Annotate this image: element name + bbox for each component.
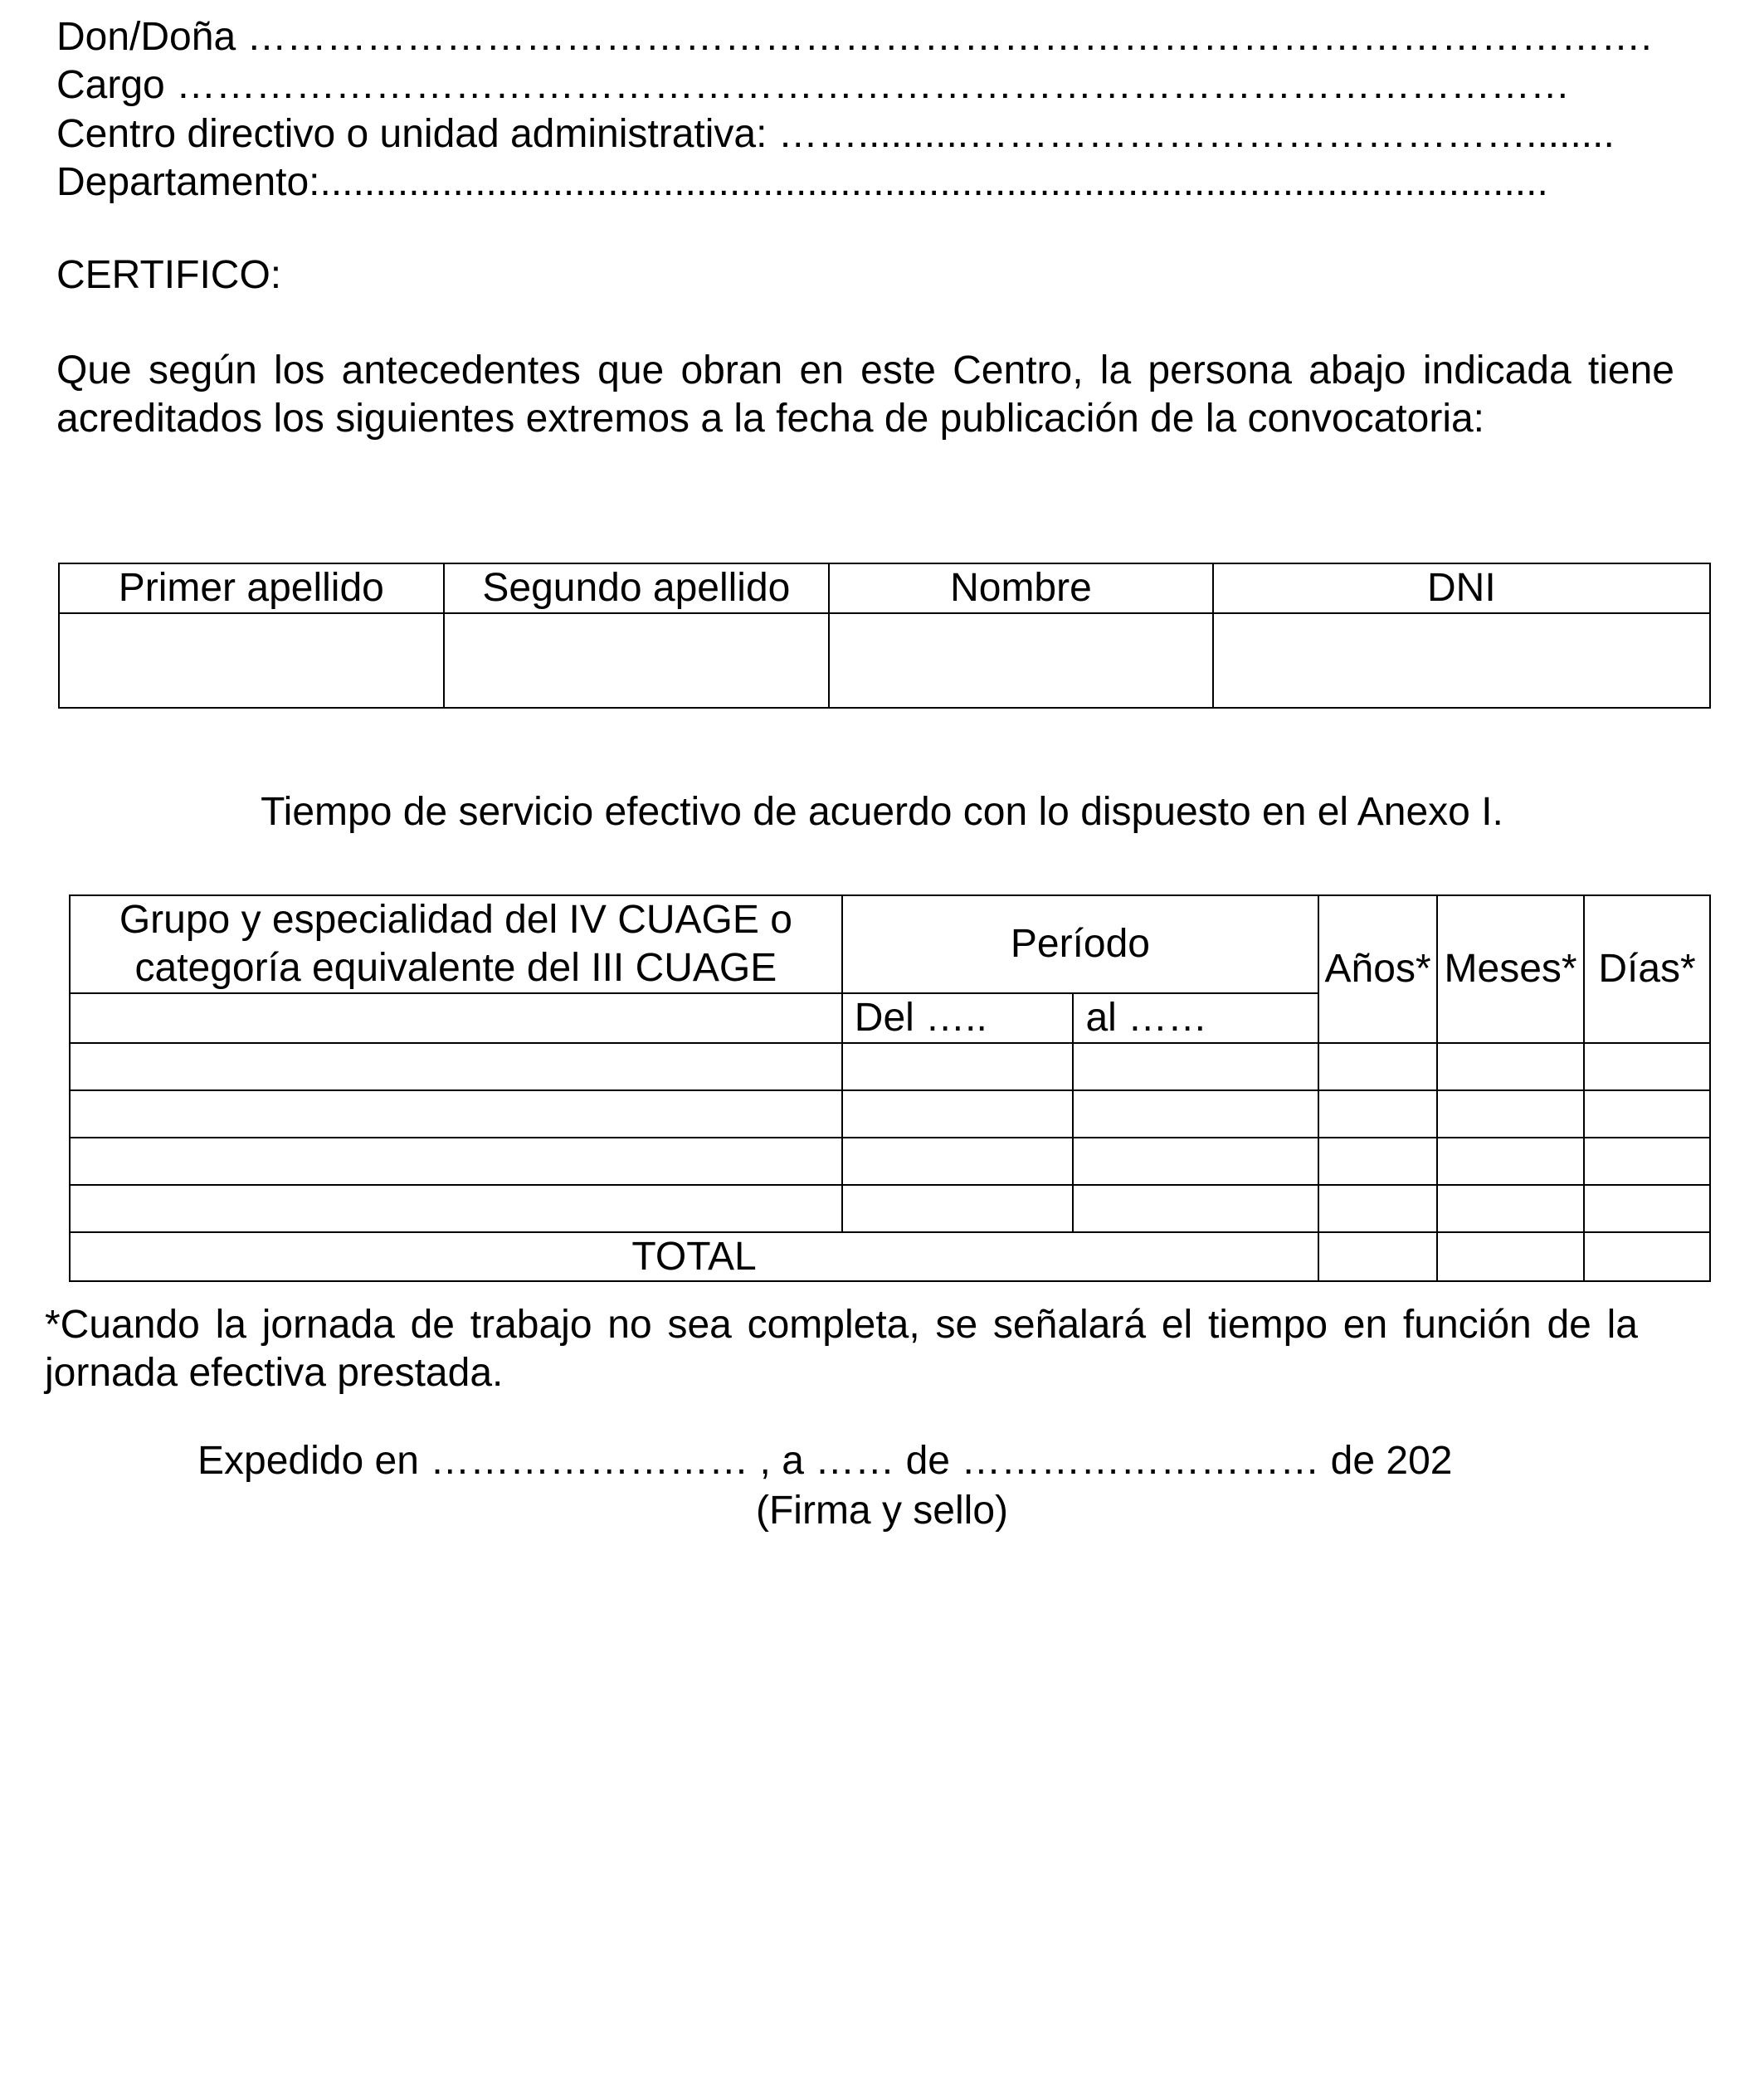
del-cell[interactable] <box>842 1043 1074 1090</box>
header-nombre: Nombre <box>829 563 1213 613</box>
al-cell[interactable] <box>1073 1043 1318 1090</box>
firma-y-sello: (Firma y sello) <box>755 1489 1008 1533</box>
anos-cell[interactable] <box>1318 1185 1437 1232</box>
expedido-line: Expedido en …………………… , a …… de ……………………… de 202 <box>197 1439 1453 1483</box>
dias-cell[interactable] <box>1584 1185 1710 1232</box>
al-label: al …… <box>1073 993 1318 1043</box>
person-table <box>58 563 1711 709</box>
primer-apellido-cell[interactable] <box>59 613 444 708</box>
al-cell[interactable] <box>1073 1090 1318 1138</box>
header-segundo-apellido: Segundo apellido <box>444 563 830 613</box>
total-meses-cell[interactable] <box>1437 1232 1584 1282</box>
table-row <box>70 1185 1710 1232</box>
service-header-row <box>70 895 1710 993</box>
certifico-heading: CERTIFICO: <box>56 253 282 297</box>
total-anos-cell[interactable] <box>1318 1232 1437 1282</box>
anos-header: Años* <box>1318 895 1437 1043</box>
al-cell[interactable] <box>1073 1138 1318 1185</box>
grupo-cell[interactable] <box>70 1043 842 1090</box>
certification-paragraph: Que según los antecedentes que obran en este Centro, la persona abajo indicada tiene acreditados los siguientes extremos a la fecha de publicación de la convocatoria: <box>56 349 1674 441</box>
tiempo-servicio-title: Tiempo de servicio efectivo de acuerdo con lo dispuesto en el Anexo I. <box>261 790 1503 834</box>
total-label: TOTAL <box>70 1232 1318 1282</box>
dni-cell[interactable] <box>1213 613 1710 708</box>
person-table-row <box>59 613 1710 708</box>
dias-cell[interactable] <box>1584 1043 1710 1090</box>
total-dias-cell[interactable] <box>1584 1232 1710 1282</box>
al-cell[interactable] <box>1073 1185 1318 1232</box>
grupo-cell[interactable] <box>70 1090 842 1138</box>
table-row <box>70 1090 1710 1138</box>
meses-header: Meses* <box>1437 895 1584 1043</box>
del-cell[interactable] <box>842 1090 1074 1138</box>
meses-cell[interactable] <box>1437 1043 1584 1090</box>
don-dona-field: Don/Doña ……………………………………………………………………………………………. <box>56 15 1652 59</box>
anos-cell[interactable] <box>1318 1090 1437 1138</box>
cargo-field: Cargo …………………………………………………………………………………………… <box>56 63 1571 107</box>
periodo-header: Período <box>842 895 1318 993</box>
dias-header: Días* <box>1584 895 1710 1043</box>
total-row <box>70 1232 1710 1282</box>
del-cell[interactable] <box>842 1138 1074 1185</box>
meses-cell[interactable] <box>1437 1185 1584 1232</box>
anos-cell[interactable] <box>1318 1138 1437 1185</box>
dias-cell[interactable] <box>1584 1090 1710 1138</box>
table-row <box>70 1138 1710 1185</box>
header-primer-apellido: Primer apellido <box>59 563 444 613</box>
grupo-cell[interactable] <box>70 1138 842 1185</box>
header-dni: DNI <box>1213 563 1710 613</box>
footnote: *Cuando la jornada de trabajo no sea completa, se señalará el tiempo en función de la jornada efectiva prestada. <box>45 1303 1638 1395</box>
nombre-cell[interactable] <box>829 613 1213 708</box>
grupo-subheader-cell <box>70 993 842 1043</box>
person-table-header-row <box>59 563 1710 613</box>
del-label: Del ….. <box>842 993 1074 1043</box>
del-cell[interactable] <box>842 1185 1074 1232</box>
segundo-apellido-cell[interactable] <box>444 613 830 708</box>
grupo-cell[interactable] <box>70 1185 842 1232</box>
service-table <box>69 894 1711 1282</box>
centro-directivo-field: Centro directivo o unidad administrativa: ……..........……………………………………........ <box>56 112 1615 156</box>
table-row <box>70 1043 1710 1090</box>
anos-cell[interactable] <box>1318 1043 1437 1090</box>
departamento-field: Departamento:............................................................................................................... <box>56 160 1548 204</box>
dias-cell[interactable] <box>1584 1138 1710 1185</box>
meses-cell[interactable] <box>1437 1138 1584 1185</box>
meses-cell[interactable] <box>1437 1090 1584 1138</box>
grupo-especialidad-header: Grupo y especialidad del IV CUAGE o categoría equivalente del III CUAGE <box>70 895 842 993</box>
